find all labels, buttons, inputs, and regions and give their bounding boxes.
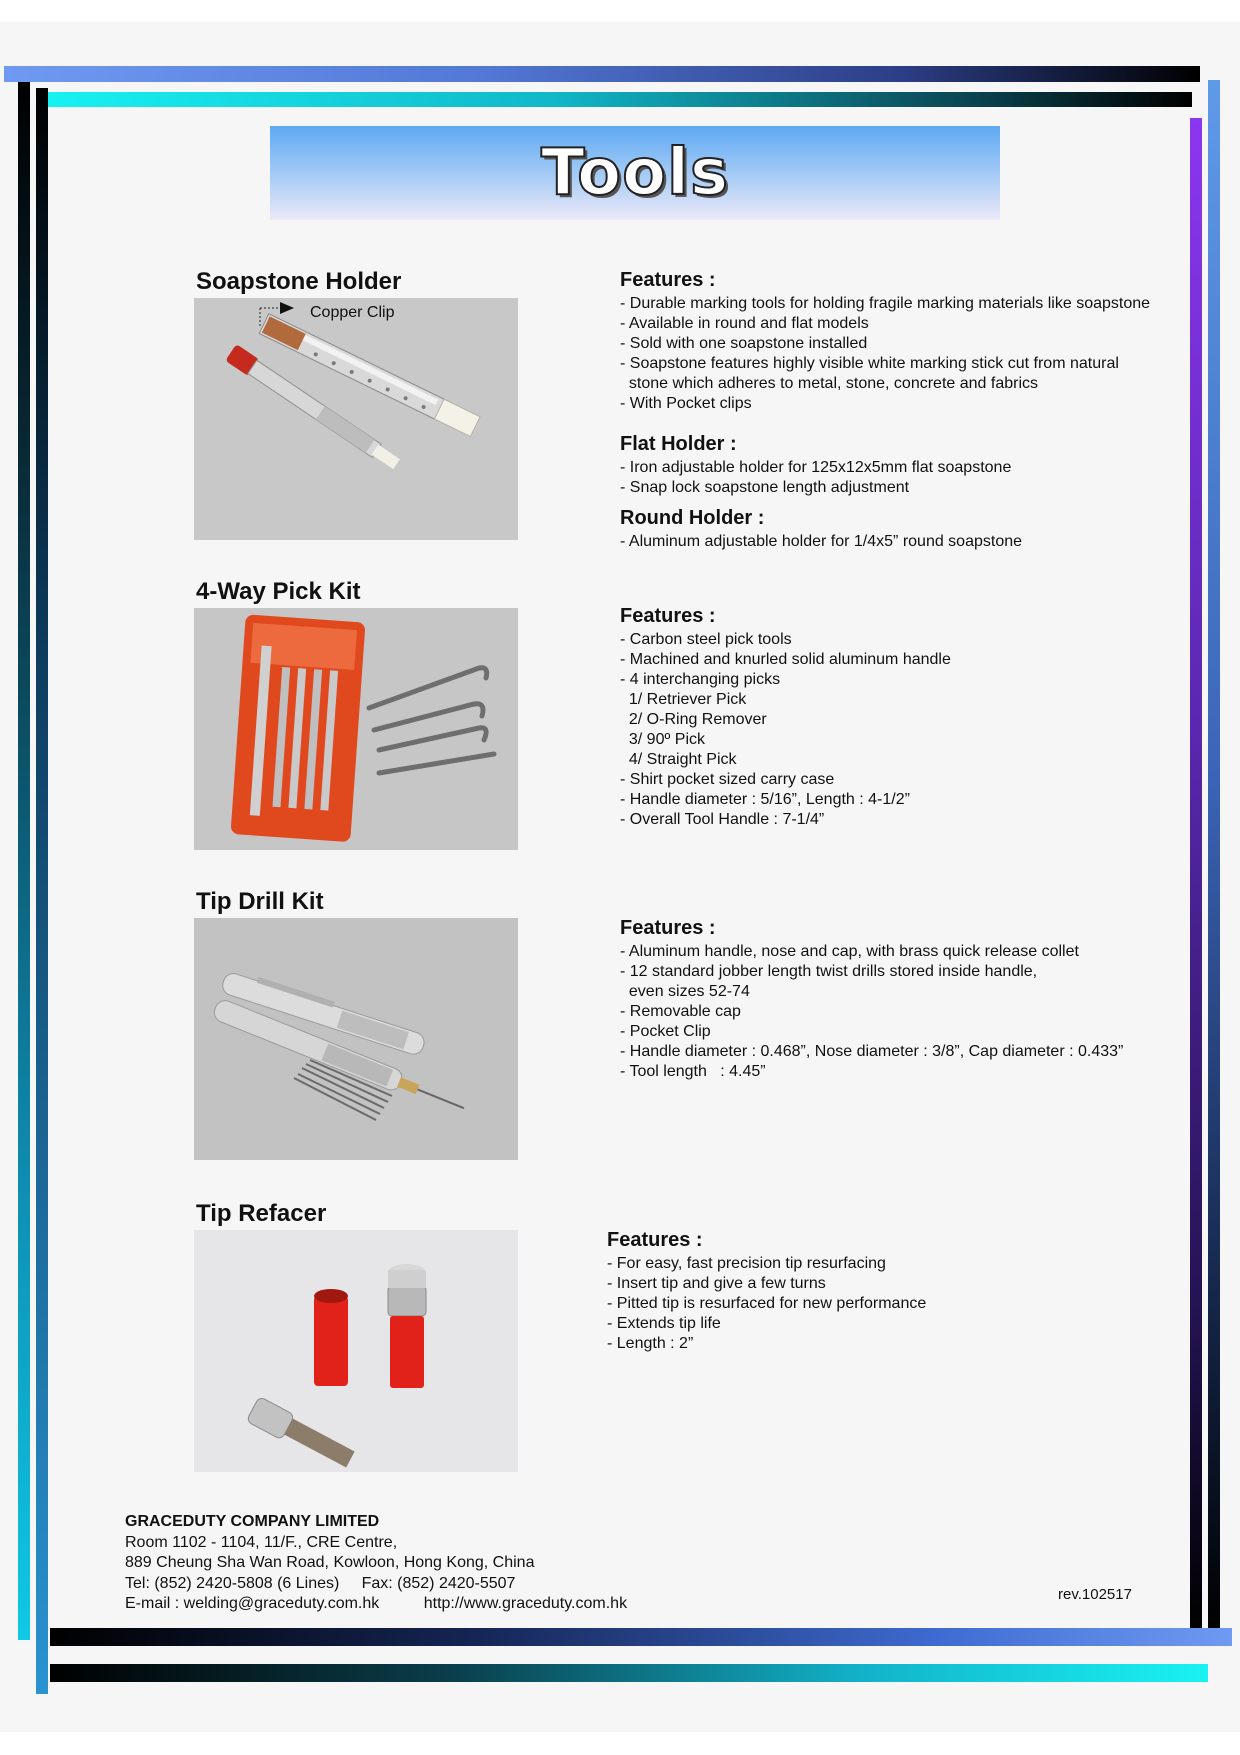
pick-kit-illustration bbox=[194, 608, 518, 850]
feature-line: - Pitted tip is resurfaced for new performance bbox=[607, 1295, 927, 1312]
company-footer bbox=[125, 1512, 627, 1615]
feature-line: - Sold with one soapstone installed bbox=[620, 335, 868, 352]
feature-line: 2/ O-Ring Remover bbox=[620, 711, 767, 728]
revision-number: rev.102517 bbox=[1058, 1586, 1132, 1603]
title-banner bbox=[270, 126, 1000, 220]
feature-line: - Length : 2” bbox=[607, 1335, 694, 1352]
tip-refacer-illustration bbox=[194, 1230, 518, 1472]
features-heading: Features : bbox=[620, 917, 716, 939]
feature-line: - Removable cap bbox=[620, 1003, 741, 1020]
frame-bar-right-blue bbox=[1208, 80, 1220, 1632]
company-name: GRACEDUTY COMPANY LIMITED bbox=[125, 1513, 380, 1530]
feature-line: - Available in round and flat models bbox=[620, 315, 869, 332]
frame-bar-bottom-cyan bbox=[50, 1664, 1208, 1682]
feature-line: - For easy, fast precision tip resurfacing bbox=[607, 1255, 886, 1272]
feature-line: - Aluminum handle, nose and cap, with brass quick release collet bbox=[620, 943, 1079, 960]
address-line-2: 889 Cheung Sha Wan Road, Kowloon, Hong Kong, China bbox=[125, 1554, 535, 1571]
features-tip-drill-kit bbox=[620, 916, 1123, 1082]
feature-line: stone which adheres to metal, stone, concrete and fabrics bbox=[620, 375, 1039, 392]
feature-line: - Insert tip and give a few turns bbox=[607, 1275, 826, 1292]
product-photo-4-way-pick-kit bbox=[194, 608, 518, 850]
frame-bar-top-blue bbox=[4, 66, 1200, 82]
features-heading: Features : bbox=[607, 1229, 703, 1251]
tip-drill-kit-illustration bbox=[194, 918, 518, 1160]
product-title-soapstone-holder: Soapstone Holder bbox=[196, 268, 402, 295]
feature-line: - Overall Tool Handle : 7-1/4” bbox=[620, 811, 825, 828]
feature-line: - Snap lock soapstone length adjustment bbox=[620, 479, 910, 496]
flat-holder-heading: Flat Holder : bbox=[620, 433, 737, 455]
email-website[interactable]: E-mail : welding@graceduty.com.hk http://www.graceduty.com.hk bbox=[125, 1595, 628, 1612]
product-photo-soapstone-holder bbox=[194, 298, 518, 540]
callout-arrow-icon bbox=[258, 300, 298, 330]
product-title-tip-drill-kit: Tip Drill Kit bbox=[196, 888, 324, 915]
round-holder-heading: Round Holder : bbox=[620, 507, 765, 529]
frame-bar-top-cyan bbox=[36, 92, 1192, 107]
feature-line: - Extends tip life bbox=[607, 1315, 721, 1332]
soapstone-holder-illustration bbox=[194, 298, 518, 540]
frame-bar-left-inner bbox=[36, 88, 48, 1694]
feature-line: - Durable marking tools for holding fragile marking materials like soapstone bbox=[620, 295, 1151, 312]
feature-line: 4/ Straight Pick bbox=[620, 751, 737, 768]
feature-line: - Iron adjustable holder for 125x12x5mm flat soapstone bbox=[620, 459, 1012, 476]
feature-line: - Pocket Clip bbox=[620, 1023, 711, 1040]
features-soapstone-holder bbox=[620, 268, 1150, 552]
features-tip-refacer bbox=[607, 1228, 926, 1354]
phone-fax: Tel: (852) 2420-5808 (6 Lines) Fax: (852) 2420-5507 bbox=[125, 1574, 516, 1592]
copper-clip-callout bbox=[258, 300, 408, 330]
copper-clip-label: Copper Clip bbox=[310, 304, 395, 321]
feature-line: - Aluminum adjustable holder for 1/4x5” round soapstone bbox=[620, 533, 1023, 550]
product-title-4-way-pick-kit: 4-Way Pick Kit bbox=[196, 578, 361, 605]
product-photo-tip-drill-kit bbox=[194, 918, 518, 1160]
feature-line: - Handle diameter : 0.468”, Nose diameter : 3/8”, Cap diameter : 0.433” bbox=[620, 1043, 1124, 1060]
feature-line: - Carbon steel pick tools bbox=[620, 631, 792, 648]
features-heading: Features : bbox=[620, 605, 716, 627]
features-heading: Features : bbox=[620, 269, 716, 291]
features-4-way-pick-kit bbox=[620, 604, 951, 830]
frame-bar-bottom-blue bbox=[50, 1628, 1232, 1646]
feature-line: 3/ 90º Pick bbox=[620, 731, 705, 748]
feature-line: - Machined and knurled solid aluminum handle bbox=[620, 651, 951, 668]
product-photo-tip-refacer bbox=[194, 1230, 518, 1472]
feature-line: - With Pocket clips bbox=[620, 395, 752, 412]
feature-line: - 4 interchanging picks bbox=[620, 671, 781, 688]
frame-bar-left-outer bbox=[18, 82, 30, 1640]
page-title: Tools bbox=[540, 136, 730, 210]
address-line-1: Room 1102 - 1104, 11/F., CRE Centre, bbox=[125, 1533, 398, 1551]
feature-line: even sizes 52-74 bbox=[620, 983, 750, 1000]
frame-bar-right-purple bbox=[1190, 118, 1202, 1628]
feature-line: - Shirt pocket sized carry case bbox=[620, 771, 835, 788]
feature-line: - 12 standard jobber length twist drills stored inside handle, bbox=[620, 963, 1038, 980]
feature-line: 1/ Retriever Pick bbox=[620, 691, 747, 708]
feature-line: - Soapstone features highly visible white marking stick cut from natural bbox=[620, 355, 1119, 372]
feature-line: - Tool length : 4.45” bbox=[620, 1063, 766, 1080]
product-title-tip-refacer: Tip Refacer bbox=[196, 1200, 327, 1227]
feature-line: - Handle diameter : 5/16”, Length : 4-1/2” bbox=[620, 791, 910, 808]
